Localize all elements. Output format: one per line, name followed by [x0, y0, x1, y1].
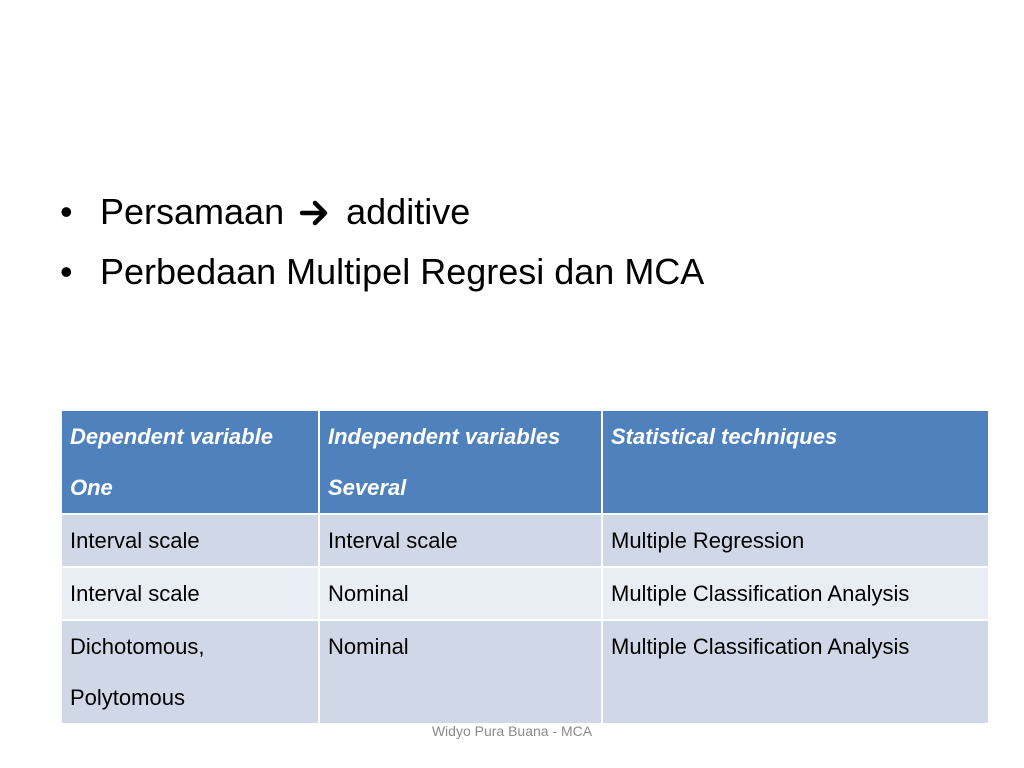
table-cell: Nominal: [319, 567, 602, 620]
slide-footer: Widyo Pura Buana - MCA: [431, 723, 593, 739]
bullet-text: Perbedaan Multipel Regresi dan MCA: [100, 251, 705, 292]
right-arrow-icon: [300, 200, 330, 226]
header-cell-techniques: [602, 410, 989, 514]
header-cell-dependent: [61, 410, 319, 514]
table-cell: Interval scale: [61, 567, 319, 620]
bullet-text-before: Persamaan: [100, 191, 285, 232]
table-row: [61, 514, 989, 567]
table-header-row: [61, 410, 989, 514]
table-cell: Interval scale: [319, 514, 602, 567]
bullet-item-persamaan: [60, 182, 960, 242]
comparison-table: [60, 409, 990, 725]
table-row: [61, 567, 989, 620]
header-label: Dependent variable: [70, 424, 273, 449]
bullet-text-after: additive: [346, 191, 471, 232]
table-row: [61, 620, 989, 724]
table-cell: Interval scale: [61, 514, 319, 567]
bullet-list: [60, 182, 960, 302]
header-label: Statistical techniques: [611, 424, 838, 449]
bullet-dot: •: [60, 251, 73, 292]
table-cell: Multiple Regression: [602, 514, 989, 567]
header-sublabel: One: [70, 475, 113, 500]
table-cell: Multiple Classification Analysis: [602, 620, 989, 724]
header-cell-independent: [319, 410, 602, 514]
table-cell: Multiple Classification Analysis: [602, 567, 989, 620]
header-label: Independent variables: [328, 424, 561, 449]
header-sublabel: Several: [328, 475, 407, 500]
bullet-item-perbedaan: [60, 242, 960, 302]
table-cell: Nominal: [319, 620, 602, 724]
table-cell: Dichotomous, Polytomous: [61, 620, 319, 724]
bullet-dot: •: [60, 191, 73, 232]
